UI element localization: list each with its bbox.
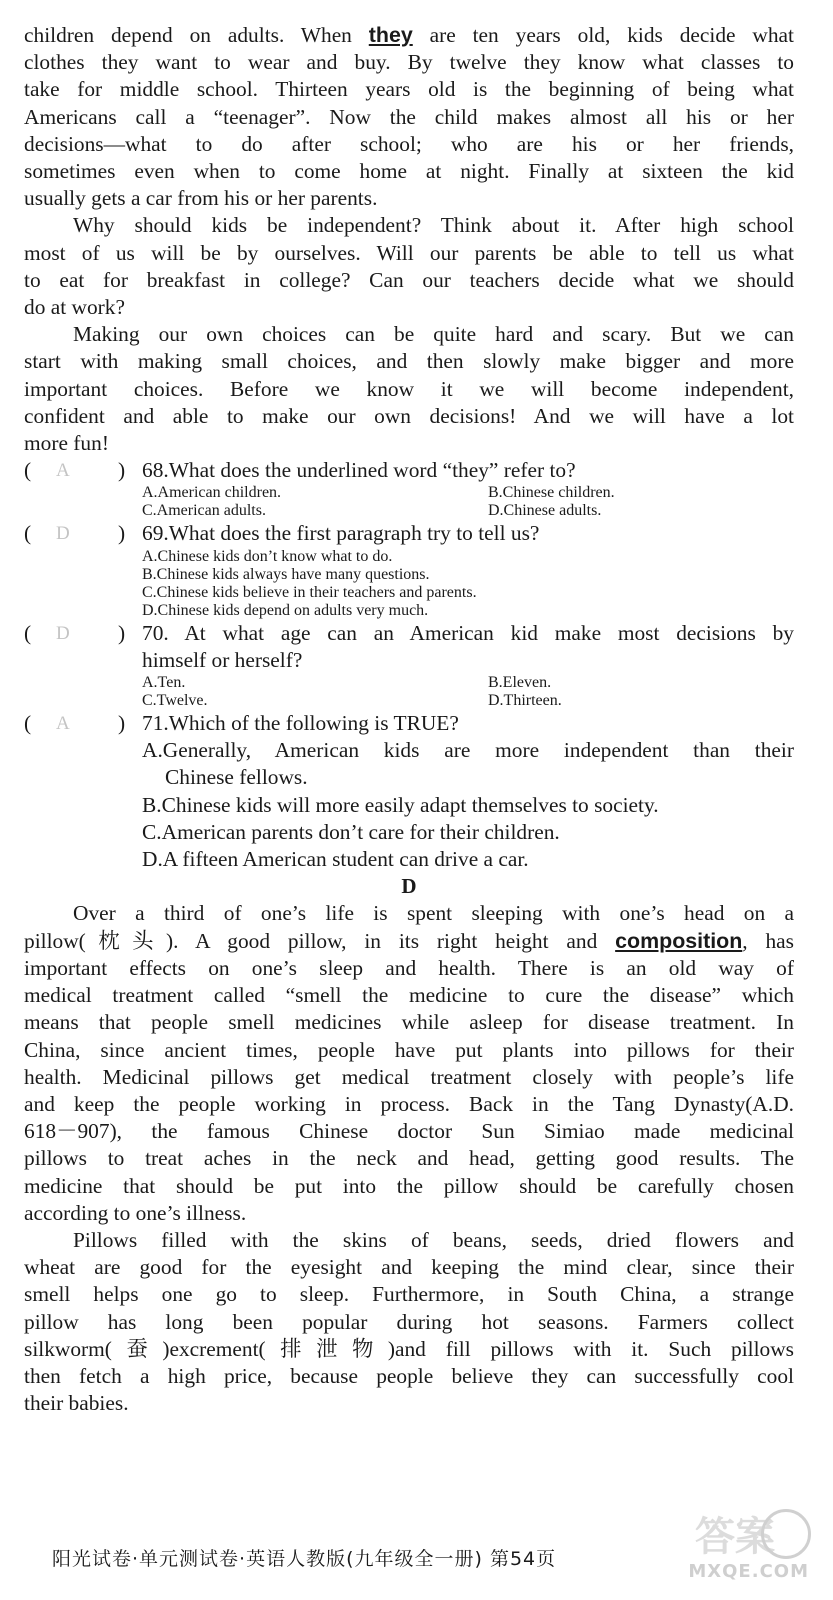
text-line: decisions—what to do after school; who are his or her friends, <box>24 131 794 156</box>
text-line: medical treatment called “smell the medicine to cure the disease” which <box>24 983 794 1008</box>
text-line: means that people smell medicines while asleep for disease treatment. In <box>24 1010 794 1035</box>
text-line: their babies. <box>24 1391 129 1416</box>
text-line: more fun! <box>24 431 109 456</box>
option: A.American children. <box>142 484 282 502</box>
text-line: sometimes even when to come home at night. Finally at sixteen the kid <box>24 159 794 184</box>
text-line: medicine that should be put into the pillow should be carefully chosen <box>24 1173 794 1198</box>
page-footer: 阳光试卷·单元测试卷·英语人教版(九年级全一册) 第54页 <box>52 1548 557 1570</box>
text-line: 618－907), the famous Chinese doctor Sun Simiao made medicinal <box>24 1119 794 1144</box>
text-line: usually gets a car from his or her parents. <box>24 186 378 211</box>
text-line: Over a third of one’s life is spent sleeping with one’s head on a <box>73 901 794 926</box>
text-line: start with making small choices, and then slowly make bigger and more <box>24 349 794 374</box>
option: C.Twelve. <box>142 692 208 710</box>
options-71 <box>142 737 794 873</box>
option: B.Chinese kids always have many questions. <box>142 565 430 583</box>
option: C.Chinese kids believe in their teachers and parents. <box>142 583 477 601</box>
text-line: do at work? <box>24 295 125 320</box>
question-69 <box>24 520 794 547</box>
text-line: Why should kids be independent? Think about it. After high school <box>73 213 794 238</box>
option: A.Generally, American kids are more independent than their <box>142 738 794 763</box>
option: D.Chinese kids depend on adults very much. <box>142 601 429 619</box>
text-line: Americans call a “teenager”. Now the child makes almost all his or her <box>24 104 794 129</box>
text-line: pillow(枕头). A good pillow, in its right height and composition, has <box>24 928 794 953</box>
options-69 <box>142 548 794 620</box>
text-line: silkworm(蚕)excrement(排泄物)and fill pillows with it. Such pillows <box>24 1336 794 1361</box>
watermark-url: MXQE.COM <box>688 1561 809 1582</box>
text-line: children depend on adults. When they are ten years old, kids decide what <box>24 23 794 47</box>
question-68 <box>24 457 794 484</box>
answer-bracket: ( D ) <box>24 520 142 547</box>
question-71 <box>24 710 794 737</box>
answer-mark: A <box>56 713 70 735</box>
text-line: to eat for breakfast in college? Can our teachers decide what we should <box>24 267 794 292</box>
text-line: Pillows filled with the skins of beans, seeds, dried flowers and <box>73 1227 794 1252</box>
text-line: confident and able to make our own decisions! And we will have a lot <box>24 403 794 428</box>
option: D.A fifteen American student can drive a car. <box>142 847 529 872</box>
option: A.Chinese kids don’t know what to do. <box>142 547 393 565</box>
text-line: Making our own choices can be quite hard and scary. But we can <box>73 322 794 347</box>
text-line: most of us will be by ourselves. Will our parents be able to tell us what <box>24 240 794 265</box>
option: C.American parents don’t care for their children. <box>142 819 560 844</box>
options-68 <box>142 484 794 520</box>
question-stem: 70. At what age can an American kid make most decisions by <box>142 620 794 645</box>
question-70 <box>24 620 794 674</box>
text-line: smell helps one go to sleep. Furthermore, in South China, a strange <box>24 1282 794 1307</box>
answer-mark: D <box>56 622 70 644</box>
paragraph-3 <box>24 321 794 457</box>
underlined-word-they: they <box>368 23 413 47</box>
underlined-word-composition: composition <box>615 928 743 953</box>
question-stem: 69.What does the first paragraph try to tell us? <box>142 521 540 546</box>
text-line: clothes they want to wear and buy. By twelve they know what classes to <box>24 50 794 75</box>
paragraph-5 <box>24 1227 794 1417</box>
options-70 <box>142 674 794 710</box>
text-line: health. Medicinal pillows get medical treatment closely with people’s life <box>24 1064 794 1089</box>
answer-bracket: ( A ) <box>24 457 142 484</box>
option: C.American adults. <box>142 502 266 520</box>
option: B.Eleven. <box>488 674 552 692</box>
question-stem: himself or herself? <box>142 647 303 672</box>
text-line: pillows to treat aches in the neck and head, getting good results. The <box>24 1146 794 1171</box>
text-line: important effects on one’s sleep and health. There is an old way of <box>24 955 794 980</box>
answer-mark: D <box>56 523 70 545</box>
section-heading-d: D <box>401 874 417 899</box>
option: A.Ten. <box>142 674 186 692</box>
page-content <box>24 22 794 1417</box>
text-line: then fetch a high price, because people believe they can successfully cool <box>24 1363 794 1388</box>
option: D.Chinese adults. <box>488 502 602 520</box>
watermark-text: 答案 <box>695 1514 775 1560</box>
text-line: wheat are good for the eyesight and keeping the mind clear, since their <box>24 1255 794 1280</box>
option-continued: Chinese fellows. <box>165 765 308 790</box>
option: D.Thirteen. <box>488 692 562 710</box>
text-line: according to one’s illness. <box>24 1200 247 1225</box>
text-line: take for middle school. Thirteen years old is the beginning of being what <box>24 77 794 102</box>
paragraph-4 <box>24 900 794 1226</box>
text-line: and keep the people working in process. Back in the Tang Dynasty(A.D. <box>24 1091 794 1116</box>
answer-mark: A <box>56 460 70 482</box>
answer-bracket: ( A ) <box>24 710 142 737</box>
option: B.Chinese kids will more easily adapt themselves to society. <box>142 792 659 817</box>
paragraph-2 <box>24 212 794 321</box>
option: B.Chinese children. <box>488 484 615 502</box>
text-line: China, since ancient times, people have put plants into pillows for their <box>24 1037 794 1062</box>
paragraph-1 <box>24 22 794 212</box>
answer-bracket: ( D ) <box>24 620 142 647</box>
question-stem: 68.What does the underlined word “they” refer to? <box>142 458 576 483</box>
question-stem: 71.Which of the following is TRUE? <box>142 711 459 736</box>
text-line: pillow has long been popular during hot seasons. Farmers collect <box>24 1309 794 1334</box>
text-line: important choices. Before we know it we will become independent, <box>24 376 794 401</box>
